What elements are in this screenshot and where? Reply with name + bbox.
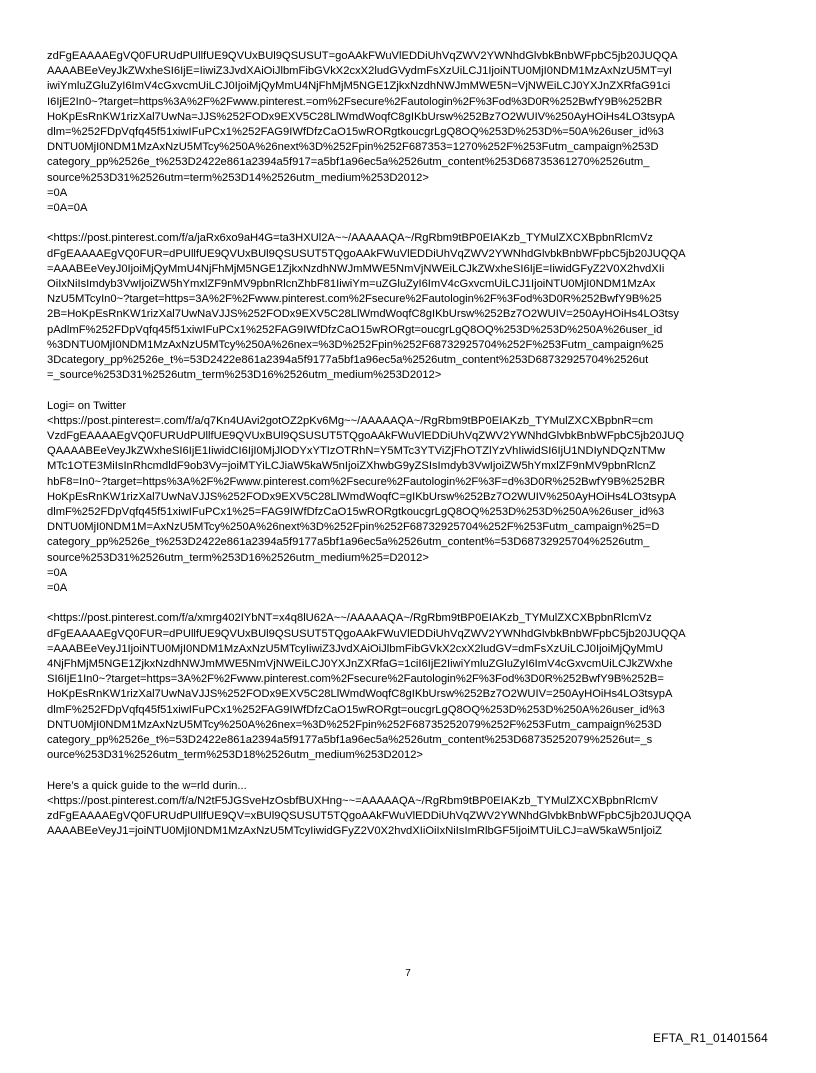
text-line: %3DNTU0MjI0NDM1MzAxNzU5MTcy%250A%26nex=%3D%252Fpin%252F68732925704%252F%253Futm_campaign%25	[47, 338, 664, 351]
text-line: dlmF%252FDpVqfq45f51xiwIFuPCx1%252FAG9IWfDfzCaO15wRORgt=oucgrLgQ8OQ%253D%253D%250A%26user_id%3	[47, 703, 665, 716]
text-line: 3Dcategory_pp%2526e_t%=53D2422e861a2394a5f9177a5bf1a96ec5a%2526utm_content%253D68732925704%2526ut	[47, 354, 649, 367]
text-line: dFgEAAAAEgVQ0FUR=dPUllfUE9QVUxBUl9QSUSUT5TQgoAAkFWuVlEDDiUhVqZWV2YWNhdGlvbkBnbWFpbC5jb20JUQQA	[47, 627, 686, 640]
text-line: zdFgEAAAAEgVQ0FURUdPUllfUE9QV=xBUl9QSUSUT5TQgoAAkFWuVlEDDiUhVqZWV2YWNhdGlvbkBnbWFpbC5jb20JUQQA	[47, 810, 692, 823]
text-paragraph	[47, 231, 775, 383]
text-line: dlmF%252FDpVqfq45f51xiwIFuPCx1%25=FAG9IWfDfzCaO15wRORgtkoucgrLgQ8OQ%253D%253D%250A%26user_id%3	[47, 506, 665, 519]
text-line: VzdFgEAAAAEgVQ0FURUdPUllfUE9QVUxBUl9QSUSUT5TQgoAAkFWuVlEDDiUhVqZWV2YWNhdGlvbkBnbWFpbC5jb20JUQ	[47, 430, 685, 443]
text-line: HoKpEsRnKW1rizXal7UwNaVJJS%252FODx9EXV5C28LlWmdWoqfC=gIKbUrsw%252Bz7O2WUIV%250AyHOiHs4LO3tsypA	[47, 490, 677, 503]
text-line: source%253D31%2526utm_term%253D16%2526utm_medium%25=D2012>	[47, 551, 429, 564]
text-line: category_pp%2526e_t%253D2422e861a2394a5f9177a5bf1a96ec5a%2526utm_content%=53D68732925704%2526utm_	[47, 536, 650, 549]
text-line: category_pp%2526e_t%=53D2422e861a2394a5f9177a5bf1a96ec5a%2526utm_content%253D68735252079%2526ut=_s	[47, 734, 653, 747]
text-line: =AAABEeVeyJ1IjoiNTU0MjI0NDM1MzAxNzU5MTcyIiwiZ3JvdXAiOiJlbmFibGVkX2cxX2ludGV=dmFsXzUiLCJ0IjoiMjQyMmU	[47, 642, 664, 655]
text-line: OiIxNiIsImdyb3VwIjoiZW5hYmxlZF9nMV9pbnRlcnZhbF81IiwiYm=uZGluZyI6ImV4cGxvcmUiLCJ1IjoiNTU0MjI0NDM1MzAx	[47, 278, 656, 291]
text-line: <https://post.pinterest.com/f/a/jaRx6xo9aH4G=ta3HXUl2A~~/AAAAAQA~/RgRbm9tBP0EIAKzb_TYMulZXCXBpbnRlcmVz	[47, 232, 653, 245]
text-line: source%253D31%2526utm=term%253D14%2526utm_medium%253D2012>	[47, 171, 429, 184]
text-line: =AAABEeVeyJ0IjoiMjQyMmU4NjFhMjM5NGE1ZjkxNzdhNWJmMWE5NmVjNWEiLCJkZWxheSI6IjE=IiwidGFyZ2V0X2hvdXIi	[47, 262, 665, 275]
document-id-footer: EFTA_R1_01401564	[652, 1031, 768, 1045]
text-paragraph	[47, 611, 775, 763]
text-line: DNTU0MjI0NDM1MzAxNzU5MTcy%250A%26nex=%3D%252Fpin%252F68735252079%252F%253Futm_campaign%253D	[47, 718, 662, 731]
text-line: <https://post.pinterest=.com/f/a/q7Kn4UAvi2gotOZ2pKv6Mg~~/AAAAAQA~/RgRbm9tBP0EIAKzb_TYMulZXCXBpbnR=cm	[47, 414, 654, 427]
text-line: DNTU0MjI0NDM1MzAxNzU5MTcy%250A%26next%3D%252Fpin%252F687353=1270%252F%253Futm_campaign%253D	[47, 141, 659, 154]
text-line: I6IjE2In0~?target=https%3A%2F%2Fwww.pinterest.=om%2Fsecure%2Fautologin%2F%3Fod%3D0R%252BwfY9B%252BR	[47, 95, 663, 108]
text-line: MTc1OTE3MiIsInRhcmdldF9ob3Vy=joiMTYiLCJiaW5kaW5nIjoiZXhwbG9yZSIsImdyb3VwIjoiZW5hYmxlZF9nMV9pbnRlcnZ	[47, 460, 656, 473]
text-line: SI6IjE1In0~?target=https=3A%2F%2Fwww.pinterest.com%2Fsecure%2Fautologin%2F%3Fod%3D0R%252BwfY9B%252B=	[47, 673, 664, 686]
text-paragraph	[47, 779, 775, 840]
email-text-body	[47, 49, 775, 855]
page-number: 7	[405, 968, 411, 979]
text-line: category_pp%2526e_t%253D2422e861a2394a5f917=a5bf1a96ec5a%2526utm_content%253D68735361270%2526utm_	[47, 156, 650, 169]
text-paragraph	[47, 399, 775, 597]
text-paragraph	[47, 49, 775, 216]
text-line: ource%253D31%2526utm_term%253D18%2526utm_medium%253D2012>	[47, 749, 423, 762]
text-line: AAAABEeVeyJ1=joiNTU0MjI0NDM1MzAxNzU5MTcyIiwidGFyZ2V0X2hvdXIiOiIxNiIsImRlbGF5IjoiMTUiLCJ=aW5kaW5nIjoiZ	[47, 825, 662, 838]
text-line: <https://post.pinterest.com/f/a/xmrg402IYbNT=x4q8lU62A~~/AAAAAQA~/RgRbm9tBP0EIAKzb_TYMulZXCXBpbnRlcmVz	[47, 612, 652, 625]
text-line: dFgEAAAAEgVQ0FUR=dPUllfUE9QVUxBUl9QSUSUT5TQgoAAkFWuVlEDDiUhVqZWV2YWNhdGlvbkBnbWFpbC5jb20JUQQA	[47, 247, 686, 260]
text-line: NzU5MTcyIn0~?target=https=3A%2F%2Fwww.pinterest.com%2Fsecure%2Fautologin%2F%3Fod%3D0R%252BwfY9B%25	[47, 293, 662, 306]
text-line: =0A	[47, 186, 68, 199]
text-line: hbF8=In0~?target=https%3A%2F%2Fwww.pinterest.com%2Fsecure%2Fautologin%2F%3F=d%3D0R%252BwfY9B%252BR	[47, 475, 666, 488]
text-line: 4NjFhMjM5NGE1ZjkxNzdhNWJmMWE5NmVjNWEiLCJ0YXJnZXRfaG=1ciI6IjE2IiwiYmluZGluZyI6ImV4cGxvcmUiLCJkZWxhe	[47, 658, 673, 671]
text-line: zdFgEAAAAEgVQ0FURUdPUllfUE9QVUxBUl9QSUSUT=goAAkFWuVlEDDiUhVqZWV2YWNhdGlvbkBnbWFpbC5jb20JUQQA	[47, 50, 678, 62]
text-line: AAAABEeVeyJkZWxheSI6IjE=IiwiZ3JvdXAiOiJlbmFibGVkX2cxX2ludGVydmFsXzUiLCJ1IjoiNTU0MjI0NDM1MzAxNzU5MT=yI	[47, 65, 673, 78]
text-line: =_source%253D31%2526utm_term%253D16%2526utm_medium%253D2012>	[47, 369, 442, 382]
text-line: dlm=%252FDpVqfq45f51xiwIFuPCx1%252FAG9IWfDfzCaO15wRORgtkoucgrLgQ8OQ%253D%253D%=50A%26user_id%3	[47, 126, 664, 139]
text-line: 2B=HoKpEsRnKW1rizXal7UwNaVJJS%252FODx9EXV5C28LlWmdWoqfC8gIKbUrsw%252Bz7O2WUIV=250AyHOiHs4LO3tsy	[47, 308, 679, 321]
text-line: iwiYmluZGluZyI6ImV4cGxvcmUiLCJ0IjoiMjQyMmU4NjFhMjM5NGE1ZjkxNzdhNWJmMWE5N=VjNWEiLCJ0YXJnZXRfaG91ci	[47, 80, 671, 93]
text-line: DNTU0MjI0NDM1M=AxNzU5MTcy%250A%26next%3D%252Fpin%252F68732925704%252F%253Futm_campaign%25=D	[47, 521, 660, 534]
text-line: pAdlmF%252FDpVqfq45f51xiwIFuPCx1%252FAG9IWfDfzCaO15wRORgt=oucgrLgQ8OQ%253D%253D%250A%26user_id	[47, 323, 663, 336]
text-line: HoKpEsRnKW1rizXal7UwNa=JJS%252FODx9EXV5C28LlWmdWoqfC8gIKbUrsw%252Bz7O2WUIV%250AyHOiHs4LO3tsypA	[47, 110, 675, 123]
text-line: HoKpEsRnKW1rizXal7UwNaVJJS%252FODx9EXV5C28LlWmdWoqfC8gIKbUrsw%252Bz7O2WUIV=250AyHOiHs4LO3tsypA	[47, 688, 673, 701]
text-line: =0A	[47, 582, 68, 595]
text-line: =0A	[47, 566, 68, 579]
text-line: QAAAABEeVeyJkZWxheSI6IjE1IiwidCI6IjI0MjJlODYxYTIzOTRhN=Y5MTc3YTViZjFhOTZlYzVhIiwidSI6IjU1NDIyNDQzNTMw	[47, 445, 666, 458]
text-line: Here’s a quick guide to the w=rld durin...	[47, 779, 247, 792]
text-line: =0A=0A	[47, 202, 88, 215]
text-line: Logi= on Twitter	[47, 399, 127, 412]
text-line: <https://post.pinterest.com/f/a/N2tF5JGSveHzOsbfBUXHng~~=AAAAAQA~/RgRbm9tBP0EIAKzb_TYMulZXCXBpbnRlcmV	[47, 794, 658, 807]
